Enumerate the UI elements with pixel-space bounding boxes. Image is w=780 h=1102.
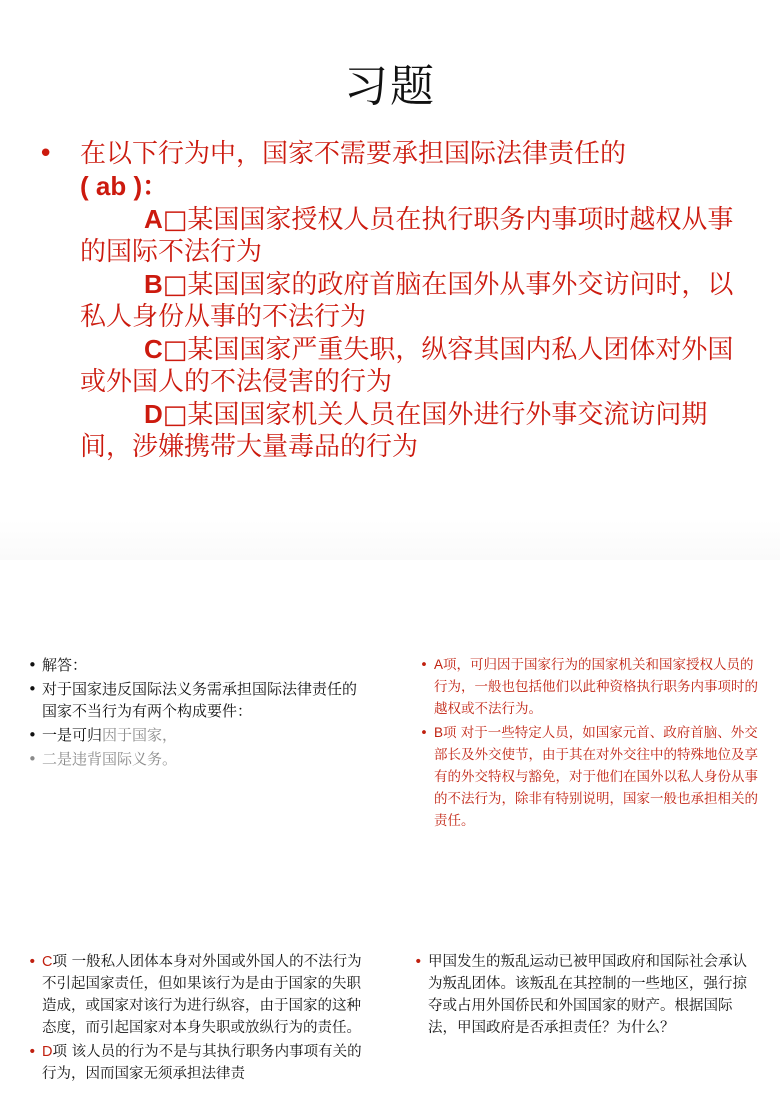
- list-item: • B项 对于一些特定人员，如国家元首、政府首脑、外交部长及外交使节，由于其在对外交往中的特殊地位及享有的外交特权与豁免，对于他们在国外以私人身份从事的不法行为，除非有特别说明，国家一般也承担相关的责任。: [420, 722, 760, 832]
- question-text: 在以下行为中，国家不需要承担国际法律责任的 ( ab )：: [80, 139, 627, 201]
- bullet-icon: •: [28, 750, 37, 768]
- list-item: • 解答：: [28, 656, 88, 674]
- list-item: • 甲国发生的叛乱运动已被甲国政府和国际社会承认为叛乱团体。该叛乱在其控制的一些地区，强行掠夺或占用外国侨民和外国国家的财产。根据国际法，甲国政府是否承担责任？为什么？: [414, 951, 760, 1039]
- slide-continued: [0, 925, 780, 1102]
- bullet-icon: •: [28, 680, 37, 698]
- checkbox-icon: □: [162, 270, 188, 300]
- bullet-icon: •: [420, 725, 428, 741]
- slide-title: 习题: [344, 61, 436, 112]
- list-item: • 一是可归因于国家，: [28, 726, 178, 744]
- checkbox-icon: □: [162, 335, 188, 365]
- list-item: • D项 该人员的行为不是与其执行职务内事项有关的行为，因而国家无须承担法律责: [28, 1041, 368, 1085]
- list-item: • 二是违背国际义务。: [28, 750, 178, 768]
- answer-left-column: [28, 654, 358, 772]
- bullet-icon: •: [28, 1044, 37, 1060]
- option-a: A□某国国家授权人员在执行职务内事项时越权从事的国际不法行为: [80, 204, 734, 267]
- continued-left-column: [28, 951, 368, 1087]
- question-block: [38, 138, 738, 463]
- bullet-icon: •: [420, 657, 428, 673]
- option-d: D□某国国家机关人员在国外进行外事交流访问期间，涉嫌携带大量毒品的行为: [80, 399, 708, 462]
- option-c: C□某国国家严重失职，纵容其国内私人团体对外国或外国人的不法侵害的行为: [80, 334, 734, 397]
- list-item: • C项 一般私人团体本身对外国或外国人的不法行为不引起国家责任，但如果该行为是由于国家的失职造成，或国家对该行为进行纵容，由于国家的这种态度，而引起国家对本身失职或放纵行为的责任。: [28, 951, 368, 1039]
- bullet-icon: •: [414, 954, 423, 970]
- answer-paren: ( ab )：: [80, 171, 169, 201]
- bullet-icon: •: [28, 954, 37, 970]
- bullet-icon: •: [28, 726, 37, 744]
- list-item: • A项，可归因于国家行为的国家机关和国家授权人员的行为，一般也包括他们以此种资格执行职务内事项时的越权或不法行为。: [420, 654, 760, 720]
- bullet-icon: •: [38, 139, 54, 169]
- answer-right-column: [420, 654, 760, 834]
- case-question-column: [414, 951, 760, 1041]
- slide-answer: [0, 580, 780, 920]
- bullet-icon: •: [28, 656, 37, 674]
- checkbox-icon: □: [162, 205, 188, 235]
- option-b: B□某国国家的政府首脑在国外从事外交访问时，以私人身份从事的不法行为: [80, 269, 734, 332]
- list-item: • 对于国家违反国际法义务需承担国际法律责任的国家不当行为有两个构成要件：: [28, 680, 358, 720]
- checkbox-icon: □: [162, 400, 188, 430]
